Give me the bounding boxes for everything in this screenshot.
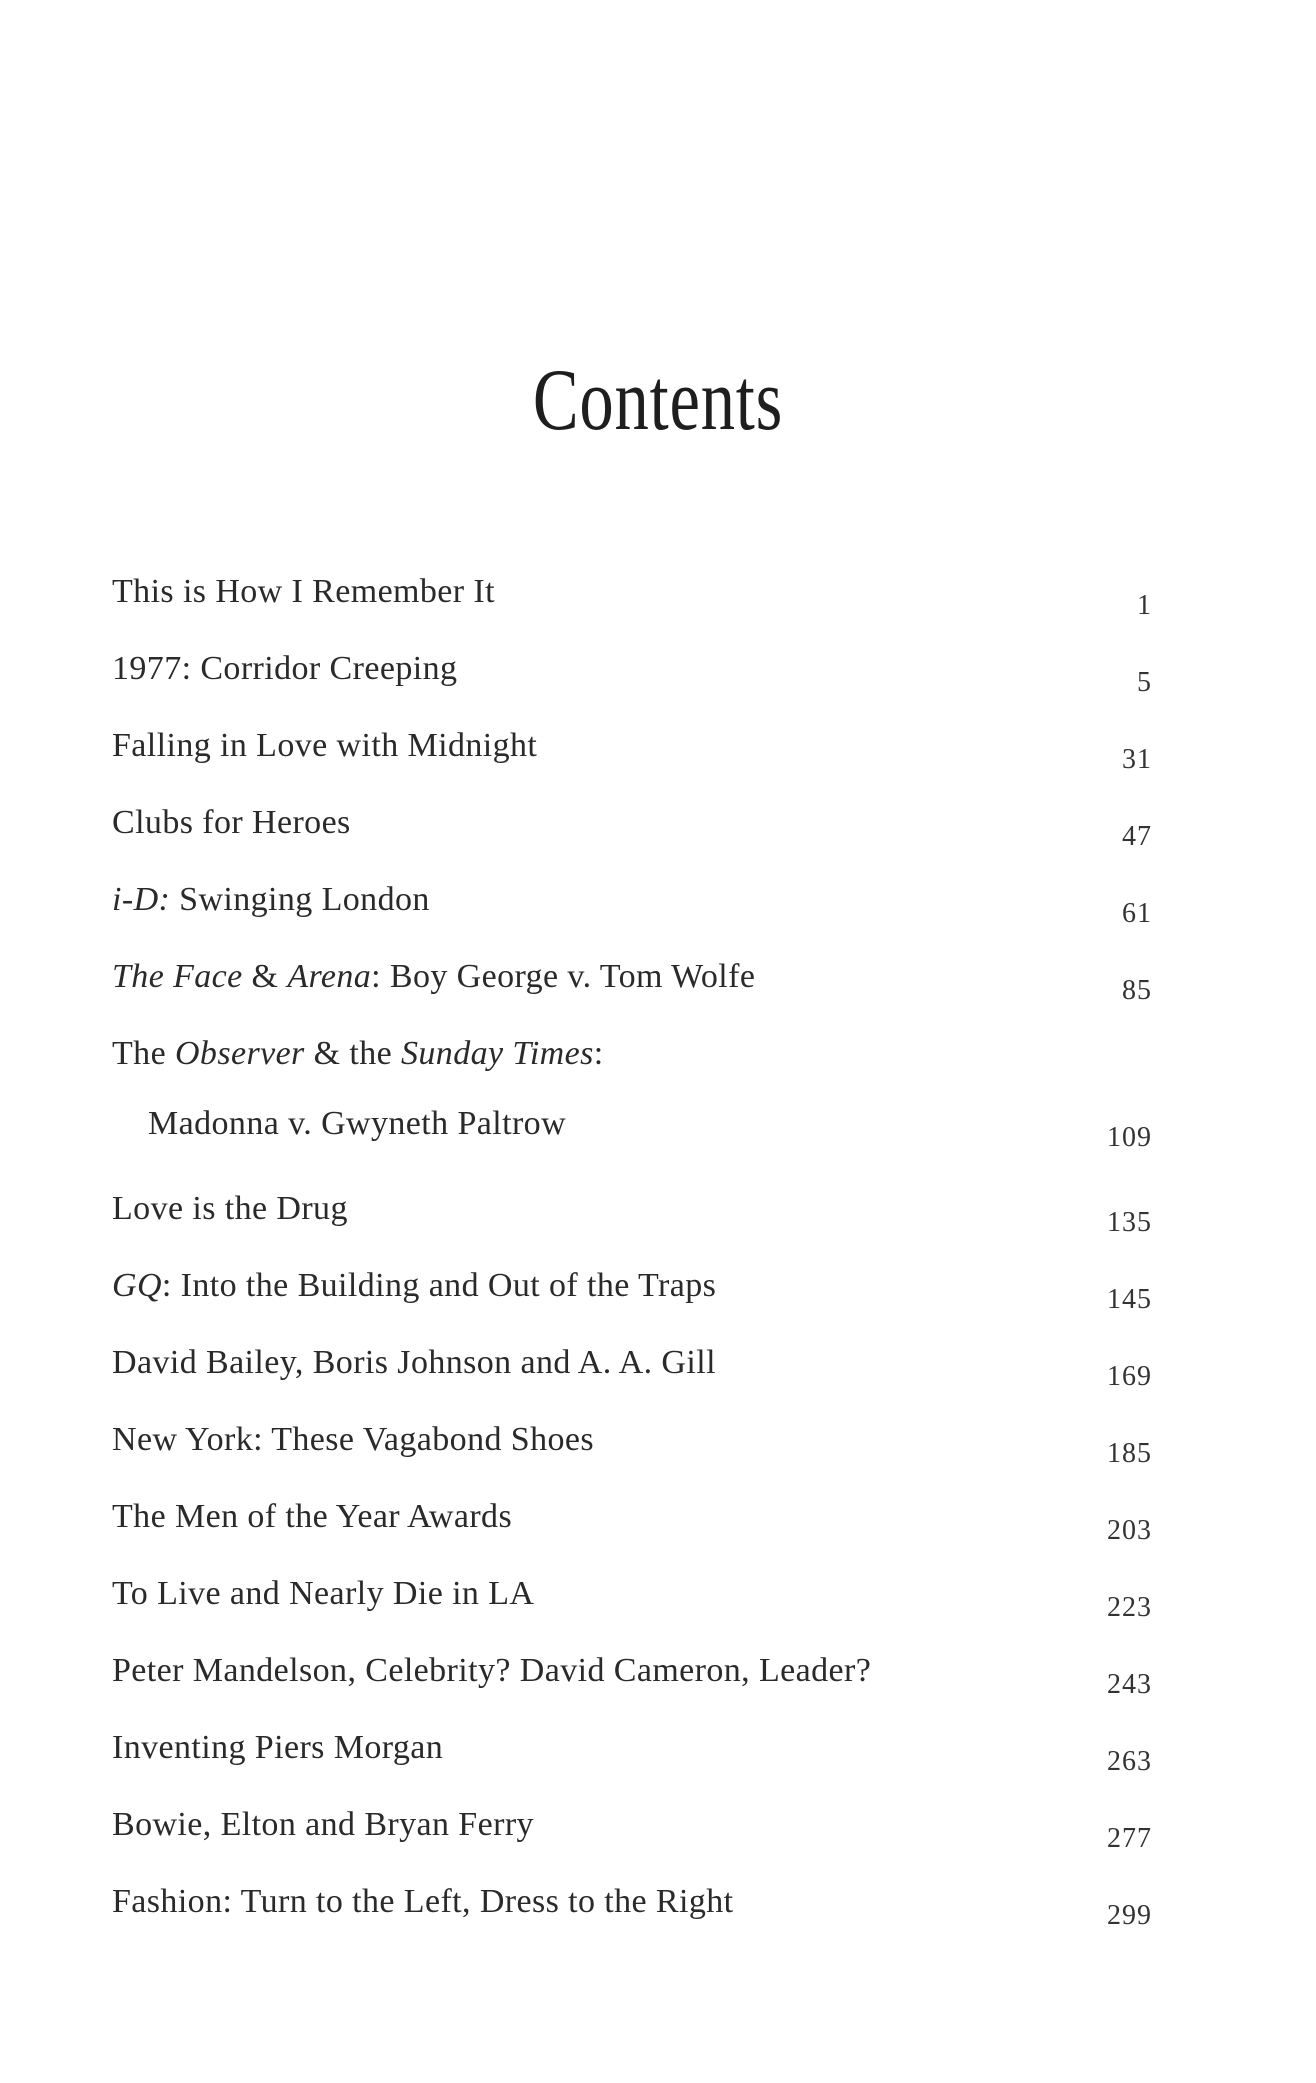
toc-entry-title-italic: Arena	[287, 958, 372, 995]
toc-entry-page-number: 1	[1137, 590, 1152, 621]
toc-entry-title-text: Love is the Drug	[112, 1190, 348, 1227]
toc-entry-title-text: Bowie, Elton and Bryan Ferry	[112, 1806, 534, 1843]
toc-entry-title-text: Inventing Piers Morgan	[112, 1729, 444, 1766]
toc-entry-title-continuation: Madonna v. Gwyneth Paltrow	[148, 1105, 567, 1142]
toc-entry-page-number: 109	[1107, 1122, 1152, 1153]
toc-entry-title-text: David Bailey, Boris Johnson and A. A. Gill	[112, 1344, 716, 1381]
toc-entry	[112, 1187, 1152, 1264]
toc-entry-page-number: 145	[1107, 1284, 1152, 1315]
toc-entry	[112, 724, 1152, 801]
toc-entry	[112, 647, 1152, 724]
toc-entry-page-number: 203	[1107, 1515, 1152, 1546]
toc-entry-title	[112, 1418, 594, 1462]
toc-entry	[112, 1495, 1152, 1572]
toc-entry-title	[112, 1032, 604, 1076]
toc-entry-page-number: 5	[1137, 667, 1152, 698]
toc-entry-title-text: The	[112, 1035, 175, 1072]
toc-entry-title	[112, 1649, 871, 1693]
toc-entry-page-number: 263	[1107, 1746, 1152, 1777]
toc-entry-page-number: 85	[1122, 975, 1152, 1006]
toc-entry-title-text: New York: These Vagabond Shoes	[112, 1421, 595, 1458]
toc-entry	[112, 1264, 1152, 1341]
toc-entry-title	[112, 724, 537, 768]
toc-entry-title-text: : Into the Building and Out of the Traps	[161, 1267, 717, 1304]
toc-entry-page-number: 135	[1107, 1207, 1152, 1238]
toc-entry-title	[112, 1187, 348, 1231]
toc-entry-title	[112, 1726, 443, 1770]
toc-entry-title	[112, 1572, 534, 1616]
toc-entry-title-italic: i-D:	[112, 881, 171, 918]
toc-entry-page-number: 223	[1107, 1592, 1152, 1623]
toc-entry	[112, 1880, 1152, 1957]
toc-entry-title	[112, 647, 457, 691]
toc-entry	[112, 955, 1152, 1032]
page-title: Contents	[532, 352, 784, 449]
toc-entry-title	[112, 1495, 512, 1539]
toc-entry-page-number: 185	[1107, 1438, 1152, 1469]
toc-entry-title-text: To Live and Nearly Die in LA	[112, 1575, 535, 1612]
toc-entry-title	[112, 801, 351, 845]
toc-entry-title	[112, 570, 495, 614]
toc-entry	[112, 1726, 1152, 1803]
toc-entry-title-italic: GQ	[112, 1267, 162, 1304]
toc-entry-page-number: 47	[1122, 821, 1152, 852]
toc-entry-title-text: This is How I Remember It	[112, 573, 495, 610]
toc-entry-title-text: Falling in Love with Midnight	[112, 727, 538, 764]
toc-entry-title-text: :	[593, 1035, 604, 1072]
toc-entry-title-italic: Sunday Times	[401, 1035, 594, 1072]
toc-entry	[112, 878, 1152, 955]
toc-entry	[112, 1032, 1152, 1187]
toc-entry-title-text: 1977: Corridor Creeping	[112, 650, 458, 687]
toc-entry-page-number: 61	[1122, 898, 1152, 929]
table-of-contents	[112, 570, 1152, 1957]
toc-entry	[112, 1341, 1152, 1418]
toc-entry-title	[112, 955, 755, 999]
toc-entry-title-text: Peter Mandelson, Celebrity? David Cameron, Leader?	[112, 1652, 872, 1689]
toc-entry	[112, 801, 1152, 878]
toc-entry-title	[112, 1264, 716, 1308]
toc-entry-title	[112, 878, 430, 922]
toc-entry	[112, 1418, 1152, 1495]
toc-entry	[112, 1572, 1152, 1649]
toc-entry-title-text: Clubs for Heroes	[112, 804, 351, 841]
toc-entry-page-number: 243	[1107, 1669, 1152, 1700]
toc-entry-page-number: 299	[1107, 1900, 1152, 1931]
toc-entry-title-text: : Boy George v. Tom Wolfe	[371, 958, 756, 995]
toc-entry-title-text: &	[242, 958, 288, 995]
toc-entry-title-italic: The Face	[112, 958, 243, 995]
toc-entry-title-text: The Men of the Year Awards	[112, 1498, 513, 1535]
toc-entry-title-text: & the	[304, 1035, 401, 1072]
toc-entry-title-text: Swinging London	[170, 881, 430, 918]
toc-entry-page-number: 277	[1107, 1823, 1152, 1854]
toc-entry-page-number: 169	[1107, 1361, 1152, 1392]
toc-entry-page-number: 31	[1122, 744, 1152, 775]
toc-entry	[112, 570, 1152, 647]
toc-entry-title-italic: Observer	[174, 1035, 305, 1072]
toc-entry	[112, 1649, 1152, 1726]
toc-entry-title	[112, 1341, 716, 1385]
toc-entry	[112, 1803, 1152, 1880]
toc-entry-title	[112, 1880, 734, 1924]
toc-entry-title-text: Fashion: Turn to the Left, Dress to the Right	[112, 1883, 734, 1920]
toc-entry-title	[112, 1803, 534, 1847]
